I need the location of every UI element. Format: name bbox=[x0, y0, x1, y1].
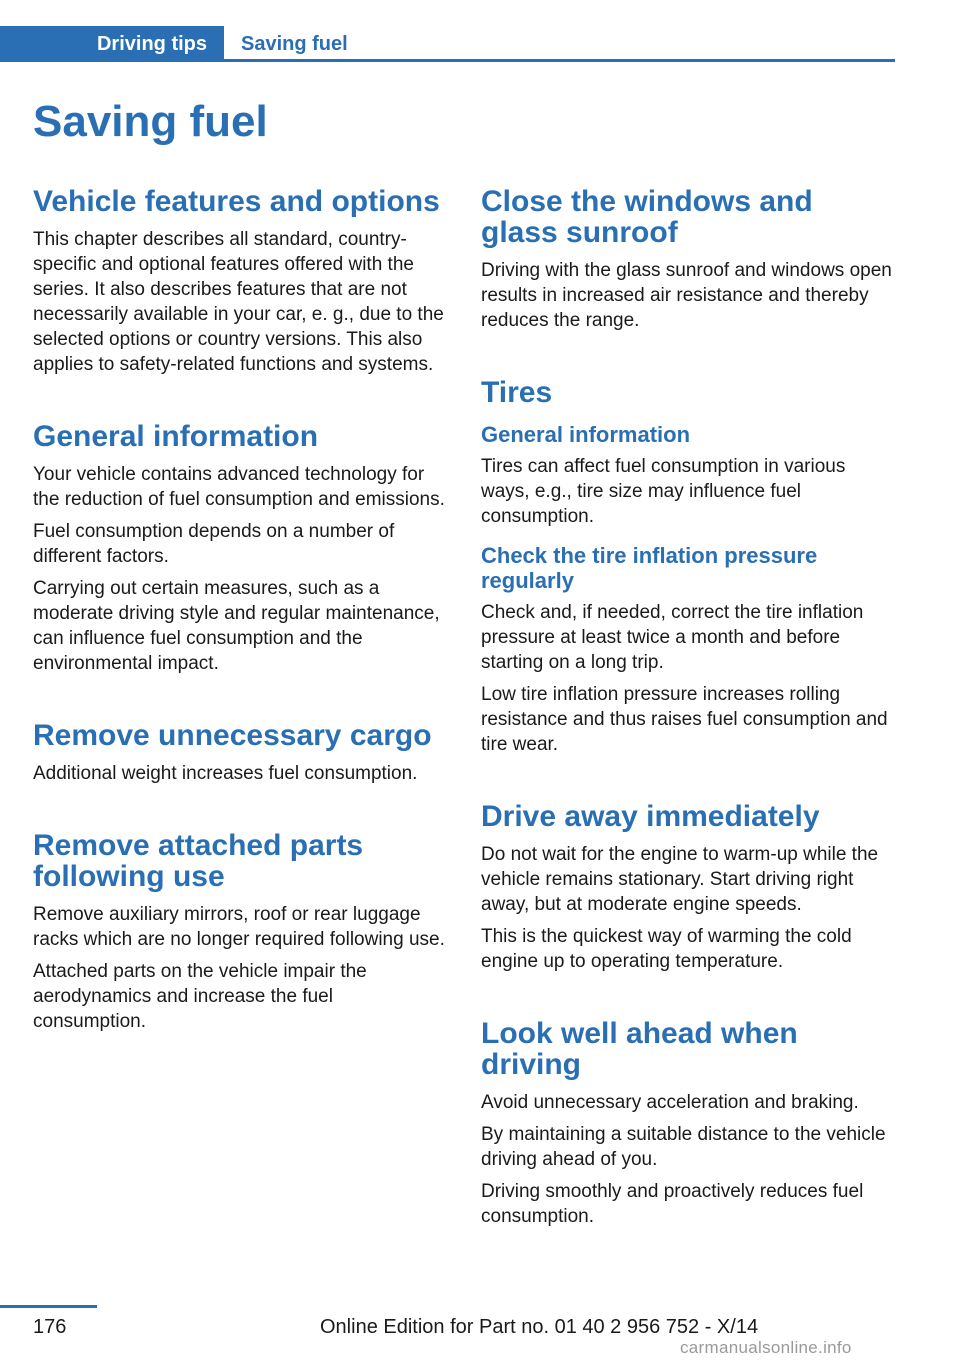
section-tab[interactable]: Saving fuel bbox=[241, 33, 348, 55]
paragraph: This chapter describes all standard, country-specific and optional features offered with the series. It also describes features that are not necessarily available in your car, e. g., due to the selected options or country versions. This also applies to safety-related functions and systems. bbox=[33, 229, 444, 375]
paragraph: Low tire inflation pressure increases rolling resistance and thus raises fuel consumption and tire wear. bbox=[481, 684, 888, 755]
right-column bbox=[481, 186, 897, 1229]
paragraph: Tires can affect fuel consumption in various ways, e.g., tire size may influence fuel consumption. bbox=[481, 456, 846, 527]
left-column bbox=[33, 186, 449, 1034]
paragraph: Check and, if needed, correct the tire inflation pressure at least twice a month and before starting on a long trip. bbox=[481, 602, 864, 673]
heading-tires: Tires bbox=[481, 376, 553, 409]
paragraph: Avoid unnecessary acceleration and braking. bbox=[481, 1092, 859, 1113]
footer-rule bbox=[0, 1305, 97, 1308]
paragraph: Fuel consumption depends on a number of different factors. bbox=[33, 521, 395, 567]
watermark: carmanualsonline.info bbox=[680, 1338, 852, 1357]
paragraph: Attached parts on the vehicle impair the aerodynamics and increase the fuel consumption. bbox=[33, 961, 367, 1032]
page-title: Saving fuel bbox=[33, 97, 268, 146]
page-number: 176 bbox=[33, 1316, 67, 1338]
paragraph: Do not wait for the engine to warm-up while the vehicle remains stationary. Start driving right away, but at moderate engine speeds. bbox=[481, 844, 879, 915]
paragraph: By maintaining a suitable distance to the vehicle driving ahead of you. bbox=[481, 1124, 886, 1170]
paragraph: Driving with the glass sunroof and windows open results in increased air resistance and thereby reduces the range. bbox=[481, 260, 892, 331]
paragraph: Driving smoothly and proactively reduces fuel consumption. bbox=[481, 1181, 864, 1227]
paragraph: Carrying out certain measures, such as a moderate driving style and regular maintenance, can influence fuel consumption and the environmental impact. bbox=[33, 578, 440, 674]
header-rule bbox=[224, 59, 895, 62]
heading-remove-cargo: Remove unnecessary cargo bbox=[33, 719, 432, 752]
running-header bbox=[0, 26, 895, 62]
paragraph: Additional weight increases fuel consumption. bbox=[33, 763, 418, 784]
heading-look-ahead: Look well ahead when driving bbox=[481, 1017, 798, 1081]
subheading-tire-pressure: Check the tire inflation pressure regularly bbox=[481, 543, 818, 593]
edition-note: Online Edition for Part no. 01 40 2 956 752 - X/14 bbox=[320, 1316, 759, 1338]
paragraph: This is the quickest way of warming the cold engine up to operating temperature. bbox=[481, 926, 852, 972]
heading-vehicle-features: Vehicle features and options bbox=[33, 185, 440, 218]
chapter-tab[interactable]: Driving tips bbox=[0, 26, 224, 62]
paragraph: Your vehicle contains advanced technology for the reduction of fuel consumption and emissions. bbox=[33, 464, 445, 510]
heading-remove-attached-parts: Remove attached parts following use bbox=[33, 829, 364, 893]
heading-general-information: General information bbox=[33, 420, 319, 453]
subheading-tires-general: General information bbox=[481, 422, 691, 447]
heading-close-windows: Close the windows and glass sunroof bbox=[481, 185, 813, 249]
heading-drive-away: Drive away immediately bbox=[481, 800, 820, 833]
paragraph: Remove auxiliary mirrors, roof or rear luggage racks which are no longer required following use. bbox=[33, 904, 445, 950]
